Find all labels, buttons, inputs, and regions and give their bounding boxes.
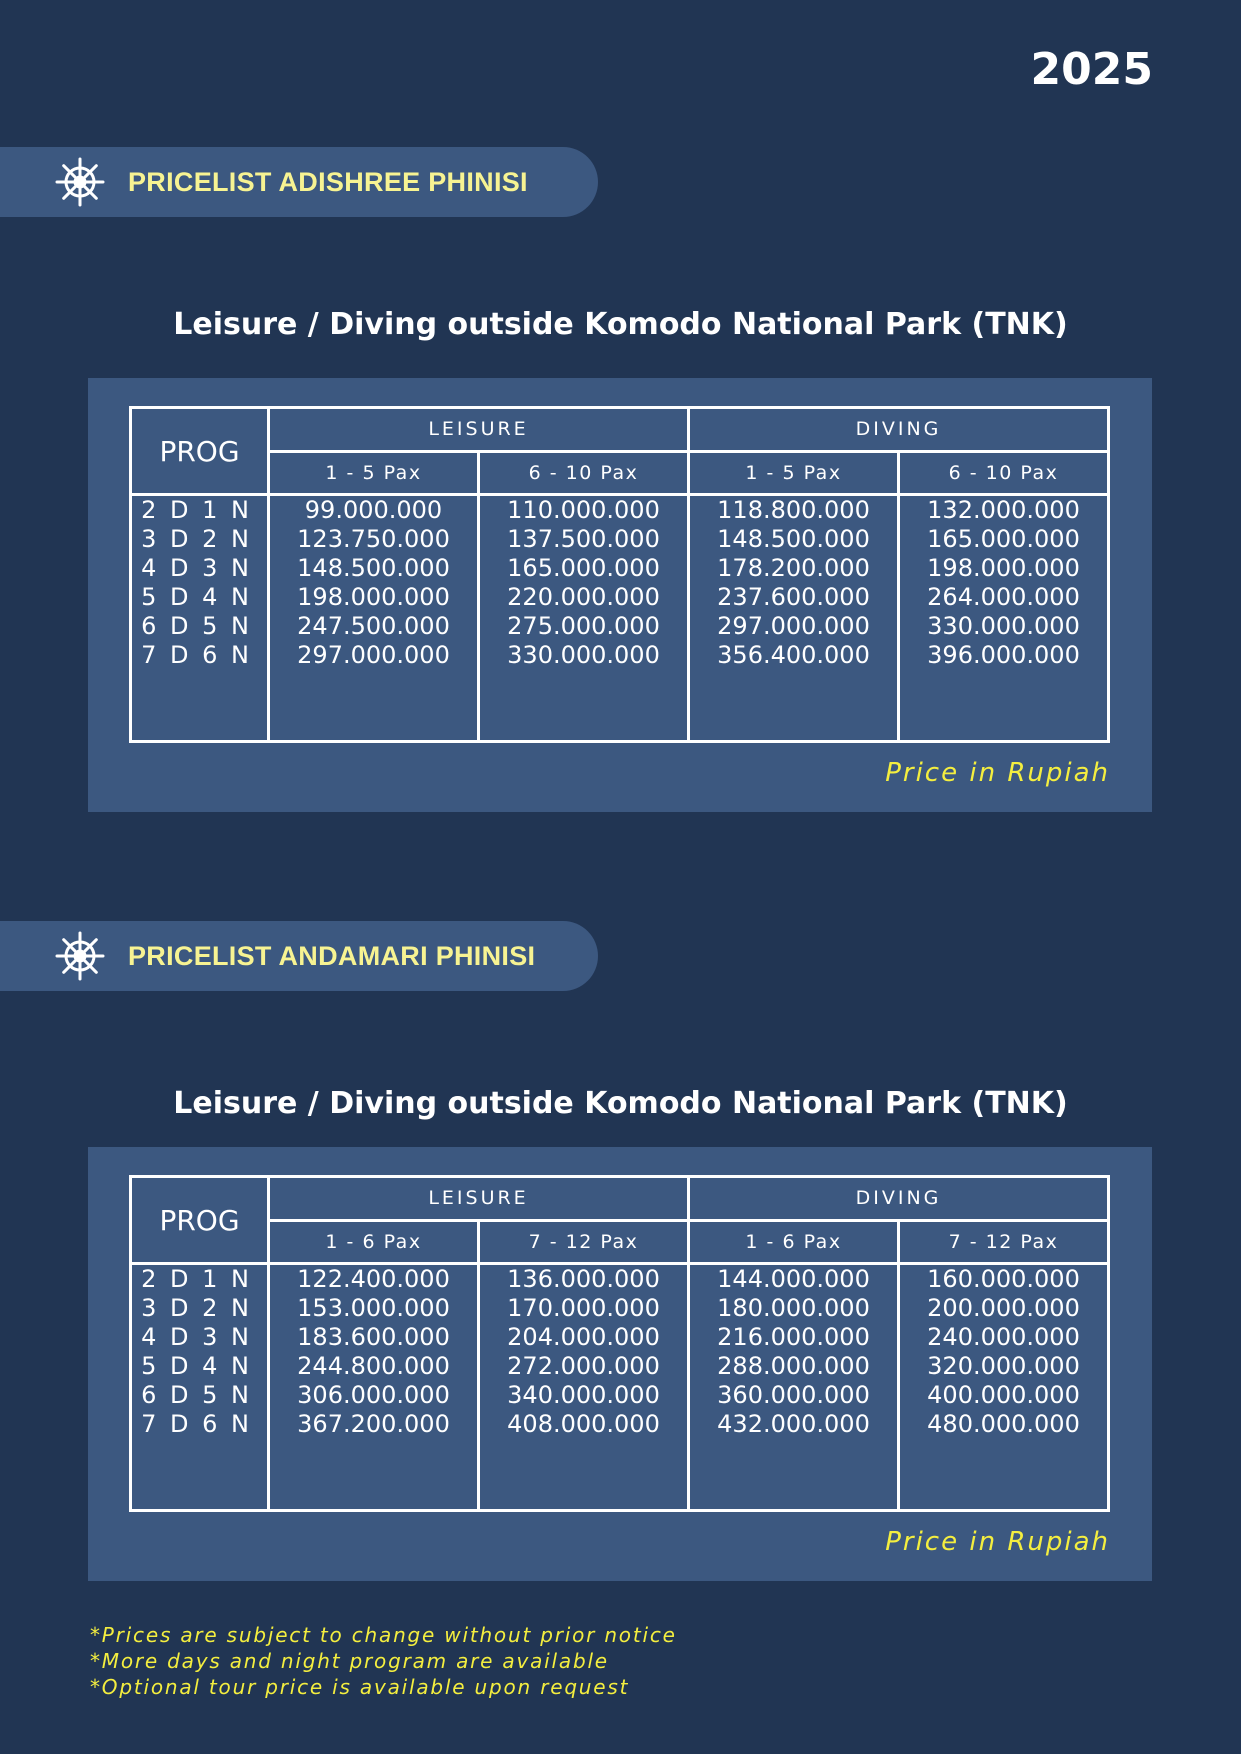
price-value: 396.000.000 (927, 641, 1080, 669)
price-value: 165.000.000 (507, 554, 660, 582)
price-value: 244.800.000 (297, 1352, 450, 1380)
price-value: 272.000.000 (507, 1352, 660, 1380)
ship-wheel-icon (54, 156, 106, 208)
price-column-leisure-large (479, 1264, 689, 1511)
price-value: 247.500.000 (297, 612, 450, 640)
price-value: 275.000.000 (507, 612, 660, 640)
pax-header: 7 - 12 Pax (899, 1220, 1109, 1264)
price-value: 237.600.000 (717, 583, 870, 611)
pax-header: 1 - 5 Pax (689, 451, 899, 495)
group-header-diving: DIVING (689, 408, 1109, 452)
footnote: *Optional tour price is available upon request (90, 1675, 630, 1699)
program-label: 3 D 2 N (141, 1294, 252, 1322)
group-header-leisure: LEISURE (269, 408, 689, 452)
program-label: 3 D 2 N (141, 525, 252, 553)
banner-title: PRICELIST ADISHREE PHINISI (128, 166, 528, 197)
pax-header: 1 - 5 Pax (269, 451, 479, 495)
price-value: 340.000.000 (507, 1381, 660, 1409)
program-label: 4 D 3 N (141, 554, 252, 582)
program-list (131, 495, 269, 742)
program-label: 7 D 6 N (141, 641, 252, 669)
group-header-leisure: LEISURE (269, 1177, 689, 1221)
price-value: 400.000.000 (927, 1381, 1080, 1409)
price-column-leisure-small (269, 1264, 479, 1511)
pax-header: 6 - 10 Pax (899, 451, 1109, 495)
price-value: 220.000.000 (507, 583, 660, 611)
group-header-diving: DIVING (689, 1177, 1109, 1221)
price-value: 216.000.000 (717, 1323, 870, 1351)
price-value: 200.000.000 (927, 1294, 1080, 1322)
price-value: 297.000.000 (297, 641, 450, 669)
price-column-diving-large (899, 1264, 1109, 1511)
price-panel-adishree (88, 378, 1152, 812)
footnote: *Prices are subject to change without prior notice (90, 1623, 677, 1647)
price-value: 297.000.000 (717, 612, 870, 640)
price-value: 264.000.000 (927, 583, 1080, 611)
price-value: 132.000.000 (927, 496, 1080, 524)
price-value: 288.000.000 (717, 1352, 870, 1380)
banner-adishree (0, 147, 598, 217)
ship-wheel-icon (54, 930, 106, 982)
price-column-leisure-large (479, 495, 689, 742)
price-value: 480.000.000 (927, 1410, 1080, 1438)
price-value: 178.200.000 (717, 554, 870, 582)
banner-title: PRICELIST ANDAMARI PHINISI (128, 940, 536, 971)
price-value: 136.000.000 (507, 1265, 660, 1293)
table-title: Leisure / Diving outside Komodo National Park (TNK) (173, 307, 1068, 342)
price-value: 306.000.000 (297, 1381, 450, 1409)
program-label: 2 D 1 N (141, 496, 252, 524)
price-column-diving-large (899, 495, 1109, 742)
price-column-diving-small (689, 1264, 899, 1511)
price-table (129, 1175, 1110, 1512)
prog-header: PROG (131, 1177, 269, 1264)
price-value: 180.000.000 (717, 1294, 870, 1322)
program-label: 6 D 5 N (141, 1381, 252, 1409)
pax-header: 6 - 10 Pax (479, 451, 689, 495)
price-value: 198.000.000 (927, 554, 1080, 582)
price-value: 320.000.000 (927, 1352, 1080, 1380)
price-value: 118.800.000 (717, 496, 870, 524)
price-value: 360.000.000 (717, 1381, 870, 1409)
program-list (131, 1264, 269, 1511)
price-value: 170.000.000 (507, 1294, 660, 1322)
program-label: 4 D 3 N (141, 1323, 252, 1351)
price-value: 144.000.000 (717, 1265, 870, 1293)
price-value: 110.000.000 (507, 496, 660, 524)
price-value: 153.000.000 (297, 1294, 450, 1322)
price-value: 148.500.000 (297, 554, 450, 582)
currency-note: Price in Rupiah (885, 758, 1110, 788)
price-value: 122.400.000 (297, 1265, 450, 1293)
pax-header: 7 - 12 Pax (479, 1220, 689, 1264)
price-value: 330.000.000 (927, 612, 1080, 640)
program-label: 5 D 4 N (141, 583, 252, 611)
price-value: 204.000.000 (507, 1323, 660, 1351)
price-value: 330.000.000 (507, 641, 660, 669)
price-value: 356.400.000 (717, 641, 870, 669)
price-column-diving-small (689, 495, 899, 742)
price-value: 183.600.000 (297, 1323, 450, 1351)
program-label: 6 D 5 N (141, 612, 252, 640)
year-label: 2025 (1030, 44, 1153, 95)
price-value: 99.000.000 (304, 496, 443, 524)
footnotes (90, 1622, 677, 1700)
price-table (129, 406, 1110, 743)
prog-header: PROG (131, 408, 269, 495)
price-value: 137.500.000 (507, 525, 660, 553)
price-value: 432.000.000 (717, 1410, 870, 1438)
program-label: 7 D 6 N (141, 1410, 252, 1438)
price-panel-andamari (88, 1147, 1152, 1581)
footnote: *More days and night program are available (90, 1649, 609, 1673)
price-value: 408.000.000 (507, 1410, 660, 1438)
program-label: 2 D 1 N (141, 1265, 252, 1293)
price-column-leisure-small (269, 495, 479, 742)
program-label: 5 D 4 N (141, 1352, 252, 1380)
table-title: Leisure / Diving outside Komodo National Park (TNK) (173, 1086, 1068, 1121)
banner-andamari (0, 921, 598, 991)
price-value: 123.750.000 (297, 525, 450, 553)
price-value: 148.500.000 (717, 525, 870, 553)
pax-header: 1 - 6 Pax (689, 1220, 899, 1264)
price-value: 165.000.000 (927, 525, 1080, 553)
price-value: 160.000.000 (927, 1265, 1080, 1293)
price-value: 198.000.000 (297, 583, 450, 611)
pax-header: 1 - 6 Pax (269, 1220, 479, 1264)
currency-note: Price in Rupiah (885, 1527, 1110, 1557)
price-value: 367.200.000 (297, 1410, 450, 1438)
price-value: 240.000.000 (927, 1323, 1080, 1351)
